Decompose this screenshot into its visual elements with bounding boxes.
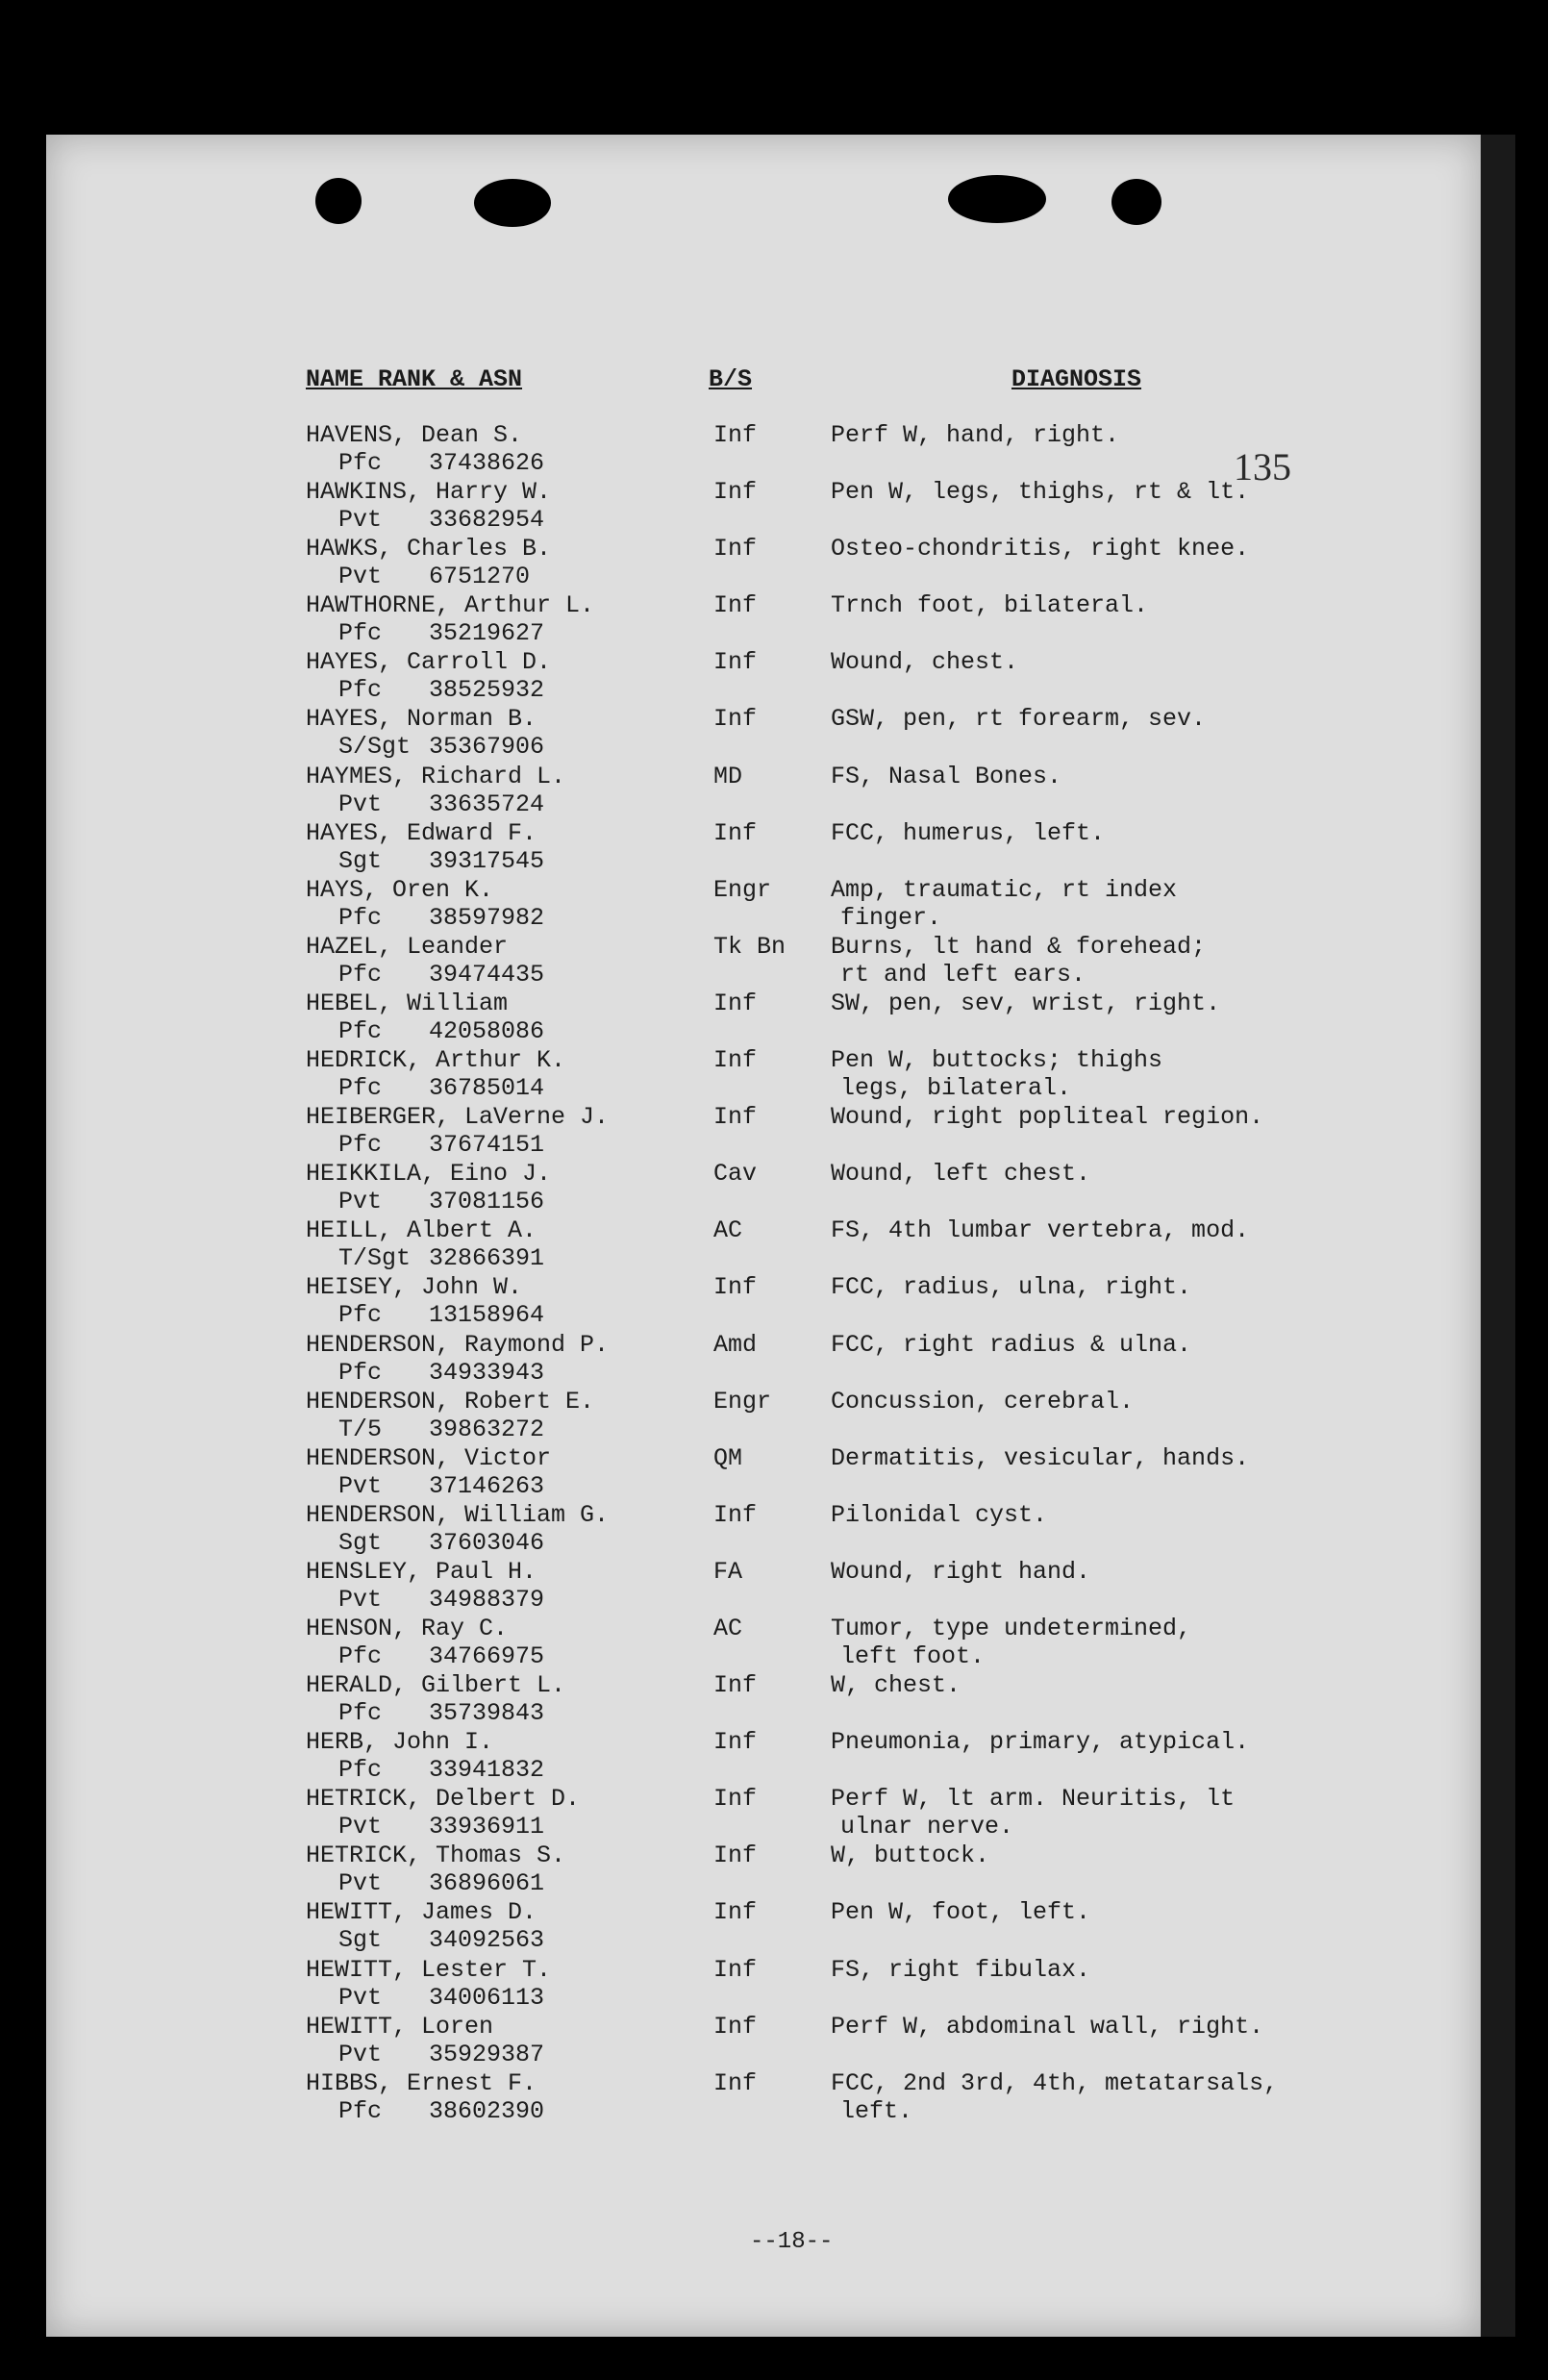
entry-asn: 34092563 [429,1926,545,1955]
entry-diagnosis: W, chest. [831,1671,961,1700]
entry-list [0,421,1548,2126]
entry-rank: Pfc [338,960,383,989]
entry-rank: Pfc [338,903,383,932]
entry-row [0,1898,1548,1955]
entry-diagnosis: Amp, traumatic, rt index [831,875,1178,904]
entry-name: HEWITT, James D. [306,1898,537,1927]
entry-branch: Inf [713,1500,758,1529]
entry-name: HEIKKILA, Eino J. [306,1160,552,1189]
entry-name: HENDERSON, Victor [306,1443,552,1472]
entry-row [0,990,1548,1046]
entry-name: HETRICK, Thomas S. [306,1841,566,1870]
entry-rank: T/5 [338,1415,383,1443]
entry-asn: 33682954 [429,506,545,535]
entry-asn: 35367906 [429,733,545,762]
entry-name: HENSLEY, Paul H. [306,1557,537,1586]
entry-diagnosis: Wound, right hand. [831,1557,1091,1586]
entry-asn: 39317545 [429,846,545,875]
entry-asn: 39863272 [429,1415,545,1443]
entry-diagnosis: Wound, left chest. [831,1160,1091,1189]
entry-rank: T/Sgt [338,1244,412,1273]
entry-rank: Pfc [338,1699,383,1728]
entry-row [0,1046,1548,1103]
entry-diagnosis: Pilonidal cyst. [831,1500,1048,1529]
entry-diagnosis-continued: left. [840,2096,913,2125]
entry-row [0,1103,1548,1160]
entry-diagnosis: Tumor, type undetermined, [831,1614,1192,1642]
entry-rank: Pvt [338,1471,383,1500]
entry-diagnosis-continued: left foot. [840,1641,986,1670]
entry-name: HENDERSON, Raymond P. [306,1330,610,1359]
entry-rank: S/Sgt [338,733,412,762]
entry-diagnosis: Wound, right popliteal region. [831,1103,1264,1132]
entry-diagnosis: FCC, humerus, left. [831,818,1106,847]
entry-rank: Pfc [338,1074,383,1103]
entry-rank: Sgt [338,1926,383,1955]
entry-row [0,1501,1548,1558]
entry-row [0,876,1548,933]
entry-rank: Pfc [338,1016,383,1045]
entry-name: HAVENS, Dean S. [306,421,523,449]
entry-branch: Inf [713,1841,758,1870]
entry-row [0,1841,1548,1898]
entry-asn: 38525932 [429,676,545,705]
entry-row [0,2069,1548,2126]
entry-diagnosis: Pneumonia, primary, atypical. [831,1728,1250,1757]
entry-row [0,763,1548,819]
entry-diagnosis: FS, right fibulax. [831,1955,1091,1984]
entry-diagnosis: FS, Nasal Bones. [831,762,1062,790]
entry-rank: Pvt [338,1813,383,1841]
entry-diagnosis: Pen W, legs, thighs, rt & lt. [831,478,1250,507]
entry-diagnosis: Perf W, lt arm. Neuritis, lt [831,1785,1236,1814]
entry-row [0,2013,1548,2069]
entry-rank: Pvt [338,789,383,818]
entry-name: HENDERSON, William G. [306,1500,610,1529]
entry-branch: MD [713,762,743,790]
entry-asn: 33941832 [429,1756,545,1785]
entry-row [0,1558,1548,1615]
entry-diagnosis: Dermatitis, vesicular, hands. [831,1443,1250,1472]
header-diagnosis: DIAGNOSIS [1011,365,1142,393]
entry-rank: Pvt [338,1983,383,2012]
entry-name: HAYES, Edward F. [306,818,537,847]
entry-row [0,1216,1548,1273]
entry-branch: Inf [713,1273,758,1302]
entry-rank: Pfc [338,2096,383,2125]
entry-asn: 36896061 [429,1869,545,1898]
entry-diagnosis: Concussion, cerebral. [831,1387,1135,1415]
entry-asn: 37146263 [429,1471,545,1500]
entry-diagnosis: GSW, pen, rt forearm, sev. [831,705,1207,734]
entry-name: HAYES, Norman B. [306,705,537,734]
entry-branch: Tk Bn [713,932,786,961]
entry-diagnosis: Burns, lt hand & forehead; [831,932,1207,961]
entry-rank: Pfc [338,1131,383,1160]
entry-diagnosis: Wound, chest. [831,648,1019,677]
entry-diagnosis: Trnch foot, bilateral. [831,591,1149,620]
entry-branch: Inf [713,1671,758,1700]
entry-row [0,1273,1548,1330]
entry-branch: Inf [713,1728,758,1757]
punch-hole [948,175,1046,223]
entry-asn: 37081156 [429,1188,545,1216]
entry-asn: 39474435 [429,960,545,989]
entry-rank: Pfc [338,1301,383,1330]
entry-rank: Pfc [338,1756,383,1785]
entry-branch: Inf [713,1785,758,1814]
entry-branch: Inf [713,648,758,677]
header-name-rank-asn: NAME RANK & ASN [306,365,523,393]
entry-name: HEILL, Albert A. [306,1216,537,1245]
entry-row [0,1444,1548,1501]
entry-diagnosis: Perf W, abdominal wall, right. [831,2012,1264,2041]
entry-row [0,933,1548,990]
entry-asn: 37674151 [429,1131,545,1160]
entry-diagnosis: FCC, 2nd 3rd, 4th, metatarsals, [831,2068,1279,2097]
entry-row [0,1388,1548,1444]
entry-branch: Engr [713,875,772,904]
entry-name: HAWKINS, Harry W. [306,478,552,507]
entry-row [0,648,1548,705]
entry-row [0,535,1548,591]
entry-asn: 6751270 [429,563,531,591]
entry-asn: 13158964 [429,1301,545,1330]
punch-hole [1111,179,1161,225]
entry-asn: 36785014 [429,1074,545,1103]
entry-rank: Pvt [338,1188,383,1216]
entry-branch: Inf [713,2068,758,2097]
entry-asn: 37603046 [429,1528,545,1557]
entry-diagnosis-continued: legs, bilateral. [840,1074,1072,1103]
punch-hole [315,178,362,224]
entry-name: HERALD, Gilbert L. [306,1671,566,1700]
entry-rank: Sgt [338,846,383,875]
entry-name: HEWITT, Loren [306,2012,494,2041]
entry-row [0,478,1548,535]
entry-name: HERB, John I. [306,1728,494,1757]
entry-rank: Sgt [338,1528,383,1557]
entry-name: HIBBS, Ernest F. [306,2068,537,2097]
entry-row [0,421,1548,478]
entry-rank: Pfc [338,449,383,477]
entry-name: HEWITT, Lester T. [306,1955,552,1984]
entry-diagnosis: FS, 4th lumbar vertebra, mod. [831,1216,1250,1245]
entry-row [0,591,1548,648]
entry-asn: 38602390 [429,2096,545,2125]
entry-diagnosis-continued: ulnar nerve. [840,1813,1014,1841]
entry-branch: AC [713,1614,743,1642]
entry-rank: Pvt [338,563,383,591]
entry-asn: 34006113 [429,1983,545,2012]
entry-branch: Engr [713,1387,772,1415]
entry-name: HENSON, Ray C. [306,1614,509,1642]
entry-diagnosis: SW, pen, sev, wrist, right. [831,989,1221,1017]
entry-row [0,1785,1548,1841]
entry-branch: QM [713,1443,743,1472]
entry-asn: 38597982 [429,903,545,932]
entry-branch: Inf [713,818,758,847]
entry-row [0,1331,1548,1388]
entry-name: HAWKS, Charles B. [306,535,552,564]
page-number: 135 [1234,445,1291,489]
punch-hole [474,179,551,227]
entry-diagnosis: Pen W, foot, left. [831,1898,1091,1927]
entry-row [0,1615,1548,1671]
entry-row [0,1671,1548,1728]
entry-row [0,1728,1548,1785]
entry-asn: 42058086 [429,1016,545,1045]
entry-diagnosis: W, buttock. [831,1841,990,1870]
entry-rank: Pfc [338,1641,383,1670]
entry-name: HEBEL, William [306,989,509,1017]
entry-rank: Pfc [338,619,383,648]
entry-row [0,1160,1548,1216]
entry-diagnosis-continued: finger. [840,903,942,932]
entry-asn: 35929387 [429,2040,545,2068]
entry-name: HAWTHORNE, Arthur L. [306,591,595,620]
entry-name: HAZEL, Leander [306,932,509,961]
entry-branch: Inf [713,478,758,507]
entry-branch: Inf [713,1103,758,1132]
entry-asn: 37438626 [429,449,545,477]
entry-name: HEDRICK, Arthur K. [306,1046,566,1075]
entry-rank: Pvt [338,2040,383,2068]
entry-asn: 35739843 [429,1699,545,1728]
entry-branch: Inf [713,1046,758,1075]
entry-name: HAYMES, Richard L. [306,762,566,790]
entry-asn: 33635724 [429,789,545,818]
entry-name: HEISEY, John W. [306,1273,523,1302]
entry-asn: 32866391 [429,1244,545,1273]
entry-branch: Inf [713,2012,758,2041]
entry-diagnosis: FCC, radius, ulna, right. [831,1273,1192,1302]
entry-branch: AC [713,1216,743,1245]
entry-asn: 35219627 [429,619,545,648]
entry-name: HENDERSON, Robert E. [306,1387,595,1415]
entry-diagnosis: Osteo-chondritis, right knee. [831,535,1250,564]
entry-diagnosis: Perf W, hand, right. [831,421,1120,449]
entry-branch: Amd [713,1330,758,1359]
entry-row [0,705,1548,762]
entry-branch: Inf [713,591,758,620]
entry-rank: Pfc [338,676,383,705]
entry-asn: 34988379 [429,1585,545,1614]
entry-diagnosis: Pen W, buttocks; thighs [831,1046,1163,1075]
entry-diagnosis: FCC, right radius & ulna. [831,1330,1192,1359]
entry-branch: Inf [713,989,758,1017]
entry-rank: Pvt [338,1869,383,1898]
entry-rank: Pvt [338,1585,383,1614]
entry-branch: Inf [713,535,758,564]
header-branch-service: B/S [709,365,753,393]
entry-branch: Inf [713,421,758,449]
entry-asn: 34933943 [429,1358,545,1387]
entry-diagnosis-continued: rt and left ears. [840,960,1086,989]
entry-branch: Inf [713,1898,758,1927]
entry-rank: Pvt [338,506,383,535]
entry-branch: FA [713,1557,743,1586]
entry-branch: Cav [713,1160,758,1189]
entry-asn: 33936911 [429,1813,545,1841]
entry-branch: Inf [713,705,758,734]
entry-rank: Pfc [338,1358,383,1387]
entry-asn: 34766975 [429,1641,545,1670]
entry-branch: Inf [713,1955,758,1984]
entry-name: HETRICK, Delbert D. [306,1785,581,1814]
entry-name: HEIBERGER, LaVerne J. [306,1103,610,1132]
entry-row [0,1956,1548,2013]
entry-row [0,819,1548,876]
entry-name: HAYS, Oren K. [306,875,494,904]
page-footer: --18-- [750,2229,834,2255]
entry-name: HAYES, Carroll D. [306,648,552,677]
